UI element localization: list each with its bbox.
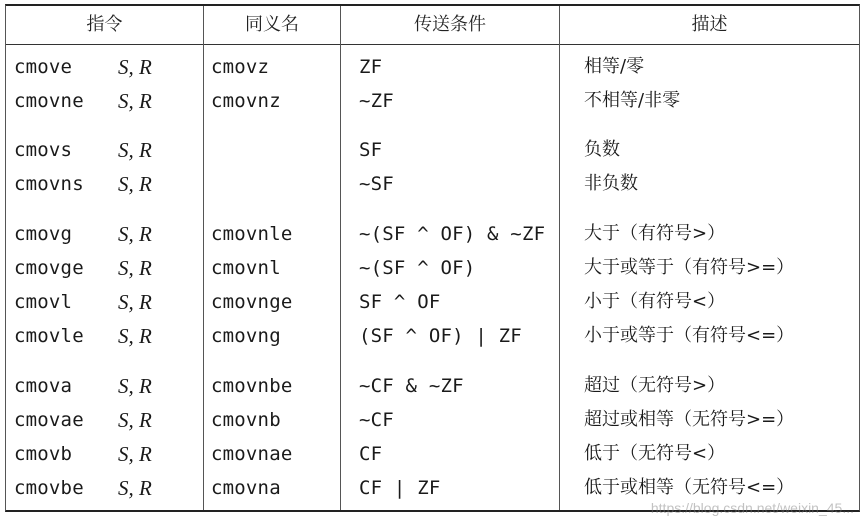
description-cell: 超过或相等（无符号>=） — [584, 409, 795, 430]
header-synonym: 同义名 — [245, 14, 299, 35]
condition-cell: ~(SF ^ OF) — [359, 257, 476, 279]
description-cell: 负数 — [584, 139, 620, 160]
description-cell: 小于或等于（有符号<=） — [584, 325, 795, 346]
instruction-cell: cmovb — [14, 443, 73, 465]
operands-cell: S, R — [118, 324, 152, 348]
condition-cell: (SF ^ OF) | ZF — [359, 325, 522, 347]
instruction-cell: cmovle — [14, 325, 84, 347]
instruction-cell: cmovge — [14, 257, 84, 279]
description-cell: 超过（无符号>） — [584, 375, 726, 396]
synonym-cell: cmovnl — [211, 257, 281, 279]
column-divider — [340, 6, 341, 510]
synonym-cell: cmovnae — [211, 443, 293, 465]
condition-cell: SF — [359, 139, 383, 161]
condition-cell: ~CF & ~ZF — [359, 375, 464, 397]
condition-cell: SF ^ OF — [359, 291, 441, 313]
synonym-cell: cmovnz — [211, 90, 281, 112]
column-divider — [203, 6, 204, 510]
watermark: https://blog.csdn.net/weixin_45... — [650, 500, 854, 516]
condition-cell: ZF — [359, 56, 383, 78]
table-header — [6, 6, 859, 45]
instruction-cell: cmovne — [14, 90, 84, 112]
condition-cell: ~SF — [359, 173, 394, 195]
operands-cell: S, R — [118, 222, 152, 246]
header-description: 描述 — [691, 14, 728, 35]
operands-cell: S, R — [118, 138, 152, 162]
operands-cell: S, R — [118, 89, 152, 113]
header-condition: 传送条件 — [414, 14, 486, 35]
description-cell: 低于或相等（无符号<=） — [584, 477, 795, 498]
column-divider — [559, 6, 560, 510]
condition-cell: CF | ZF — [359, 477, 441, 499]
description-cell: 小于（有符号<） — [584, 291, 726, 312]
operands-cell: S, R — [118, 408, 152, 432]
operands-cell: S, R — [118, 374, 152, 398]
condition-cell: ~(SF ^ OF) & ~ZF — [359, 223, 546, 245]
synonym-cell: cmovnle — [211, 223, 293, 245]
synonym-cell: cmovnge — [211, 291, 293, 313]
instruction-cell: cmove — [14, 56, 73, 78]
synonym-cell: cmovz — [211, 56, 270, 78]
description-cell: 非负数 — [584, 173, 638, 194]
instruction-cell: cmovs — [14, 139, 73, 161]
instruction-cell: cmova — [14, 375, 73, 397]
operands-cell: S, R — [118, 476, 152, 500]
description-cell: 低于（无符号<） — [584, 443, 726, 464]
instruction-cell: cmovae — [14, 409, 84, 431]
header-instruction: 指令 — [86, 14, 123, 35]
operands-cell: S, R — [118, 442, 152, 466]
operands-cell: S, R — [118, 55, 152, 79]
description-cell: 大于或等于（有符号>=） — [584, 257, 795, 278]
instruction-cell: cmovg — [14, 223, 73, 245]
instruction-cell: cmovl — [14, 291, 73, 313]
operands-cell: S, R — [118, 256, 152, 280]
condition-cell: CF — [359, 443, 383, 465]
instruction-cell: cmovbe — [14, 477, 84, 499]
operands-cell: S, R — [118, 290, 152, 314]
description-cell: 相等/零 — [584, 56, 645, 77]
synonym-cell: cmovna — [211, 477, 281, 499]
description-cell: 不相等/非零 — [584, 90, 681, 111]
synonym-cell: cmovng — [211, 325, 281, 347]
synonym-cell: cmovnb — [211, 409, 281, 431]
synonym-cell: cmovnbe — [211, 375, 293, 397]
operands-cell: S, R — [118, 172, 152, 196]
conditional-move-table — [5, 4, 860, 512]
condition-cell: ~CF — [359, 409, 394, 431]
instruction-cell: cmovns — [14, 173, 84, 195]
description-cell: 大于（有符号>） — [584, 223, 726, 244]
condition-cell: ~ZF — [359, 90, 394, 112]
